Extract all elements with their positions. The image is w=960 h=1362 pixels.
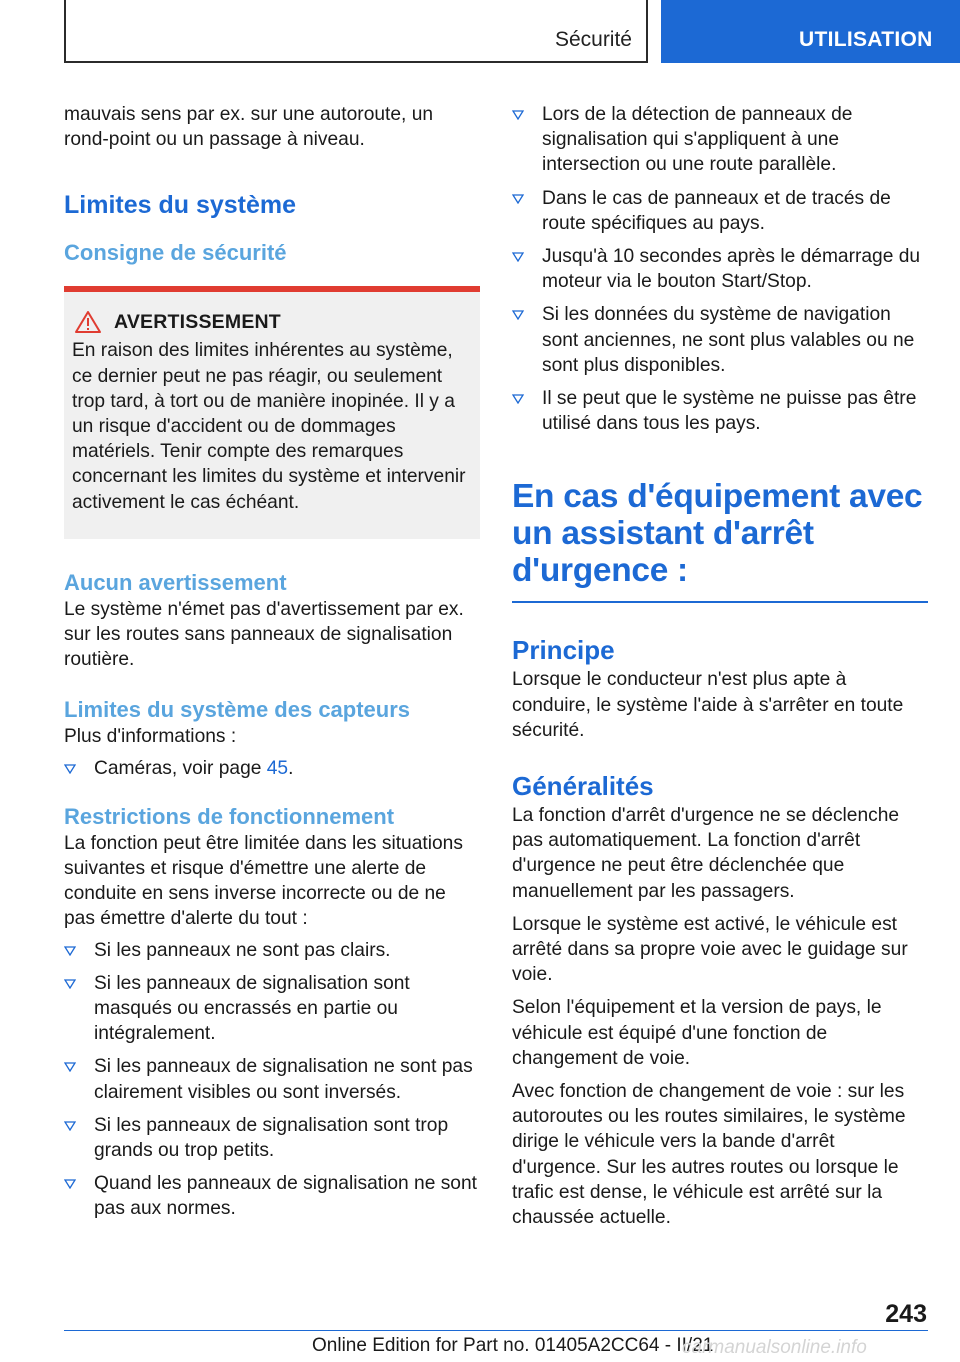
page-number: 243 (885, 1300, 927, 1328)
header-box (64, 0, 648, 63)
list-item-text: Si les données du système de navigation sont anciennes, ne sont plus valables ou ne sont plus disponibles. (542, 304, 915, 376)
list-item (64, 1113, 480, 1163)
list-item (64, 1171, 480, 1221)
warning-title: AVERTISSEMENT (114, 310, 281, 333)
general-heading: Généralités (512, 771, 654, 802)
general-paragraph: Lorsque le système est activé, le véhicule est arrêté dans sa propre voie avec le guidage sur voie. (512, 913, 908, 986)
restrictions-heading: Restrictions de fonctionnement (64, 803, 395, 829)
list-item (512, 186, 928, 236)
list-item (64, 1054, 480, 1104)
list-item-text: Jusqu'à 10 secondes après le démarrage du moteur via le bouton Start/Stop. (542, 246, 921, 293)
list-item (512, 386, 928, 436)
principle-heading: Principe (512, 635, 615, 666)
sensor-item-text: Caméras, voir page (94, 757, 267, 779)
bullet-triangle-icon (512, 310, 524, 320)
footer-divider (64, 1330, 928, 1331)
edition-text: Online Edition for Part no. 01405A2CC64 - II/21 (312, 1335, 714, 1356)
restrictions-text: La fonction peut être limitée dans les situations suivantes et risque d'émettre une alerte de conduite en sens inverse incorrecte ou de ne pas émettre d'alerte du tout : (64, 832, 463, 930)
warning-text: En raison des limites inhérentes au système, ce dernier peut ne pas réagir, ou seulement trop tard, à tort ou de manière inopinée. Il y a un risque d'accident ou de dommages matériels. Tenir compte des remarques concernant les limites du système et intervenir activement le cas échéant. (72, 340, 466, 513)
list-item-text: Quand les panneaux de signalisation ne sont pas aux normes. (94, 1173, 477, 1220)
watermark: carmanualsonline.info (682, 1337, 867, 1358)
general-paragraph: La fonction d'arrêt d'urgence ne se déclenche pas automatiquement. La fonction d'arrêt d'urgence ne peut être déclenchée que manuellement par les passagers. (512, 805, 900, 902)
emergency-stop-heading: En cas d'équipement avec un assistant d'arrêt d'urgence : (512, 478, 928, 603)
safety-heading: Consigne de sécurité (64, 240, 287, 266)
page-link[interactable]: 45 (266, 757, 289, 779)
bullet-triangle-icon (64, 979, 76, 989)
right-column (512, 102, 928, 1230)
header-section-label: Sécurité (554, 28, 632, 51)
bullet-triangle-icon (64, 764, 76, 774)
sensor-list (64, 756, 480, 781)
restrictions-list-continued (512, 102, 928, 436)
list-item-text: Si les panneaux de signalisation ne sont pas clairement visibles ou sont inversés. (94, 1056, 473, 1103)
list-item-text: Si les panneaux de signalisation sont masqués ou encrassés en partie ou intégralement. (94, 972, 410, 1045)
principle-text: Lorsque le conducteur n'est plus apte à conduire, le système l'aide à s'arrêter en toute sécurité. (512, 669, 904, 741)
limits-heading: Limites du système (64, 191, 297, 220)
bullet-triangle-icon (512, 252, 524, 262)
list-item (512, 102, 928, 178)
header-tab: UTILISATION (661, 0, 960, 63)
bullet-triangle-icon (512, 394, 524, 404)
sensor-limits-heading: Limites du système des capteurs (64, 697, 411, 723)
sensor-limits-text: Plus d'informations : (64, 726, 237, 748)
list-item (64, 971, 480, 1047)
bullet-triangle-icon (512, 194, 524, 204)
list-item-text: Si les panneaux de signalisation sont trop grands ou trop petits. (94, 1114, 449, 1162)
bullet-triangle-icon (64, 1062, 76, 1072)
list-item (512, 302, 928, 378)
warning-triangle-icon (74, 310, 102, 334)
bullet-triangle-icon (512, 110, 524, 120)
list-item (512, 244, 928, 294)
warning-header (72, 310, 474, 334)
list-item-text: Si les panneaux ne sont pas clairs. (94, 939, 391, 961)
bullet-triangle-icon (64, 1121, 76, 1131)
bullet-triangle-icon (64, 1179, 76, 1189)
sensor-item-suffix: . (288, 757, 294, 779)
warning-box (64, 286, 480, 538)
no-warning-heading: Aucun avertissement (64, 569, 287, 595)
general-paragraph: Avec fonction de changement de voie : sur les autoroutes ou les routes similaires, le système dirige le véhicule vers la bande d'arrêt d'urgence. Sur les autres routes ou lorsque le trafic est dense, le véhicule est arrêté sur la chaussée actuelle. (512, 1081, 906, 1229)
left-column (64, 102, 480, 1230)
general-paragraph: Selon l'équipement et la version de pays, le véhicule est équipé d'une fonction de changement de voie. (512, 997, 882, 1069)
list-item (64, 938, 480, 963)
no-warning-text: Le système n'émet pas d'avertissement par ex. sur les routes sans panneaux de signalisation routière. (64, 598, 464, 671)
restrictions-list (64, 938, 480, 1222)
list-item-text: Dans le cas de panneaux et de tracés de route spécifiques au pays. (542, 187, 891, 234)
list-item (64, 756, 480, 781)
intro-text: mauvais sens par ex. sur une autoroute, un rond-point ou un passage à niveau. (64, 104, 434, 151)
list-item-text: Lors de la détection de panneaux de signalisation qui s'appliquent à une intersection ou une route parallèle. (542, 104, 853, 176)
bullet-triangle-icon (64, 946, 76, 956)
list-item-text: Il se peut que le système ne puisse pas être utilisé dans tous les pays. (542, 388, 917, 435)
